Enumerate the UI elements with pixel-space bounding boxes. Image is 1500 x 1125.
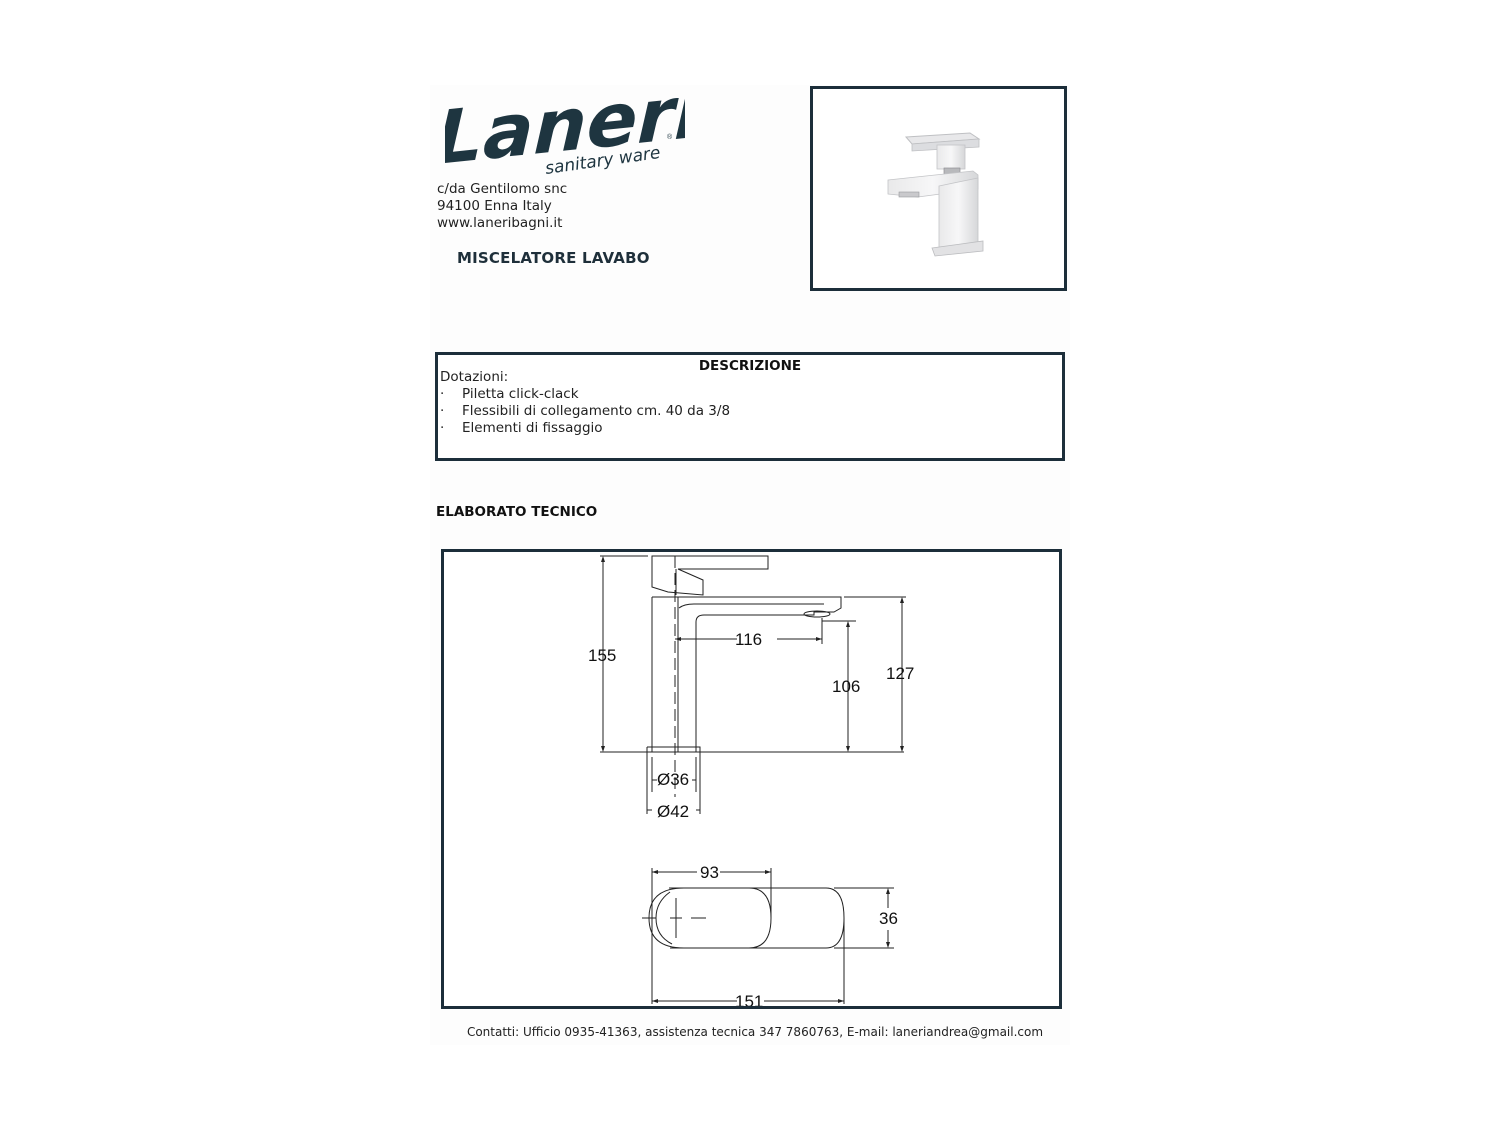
footer-contacts: Contatti: Ufficio 0935-41363, assistenza tecnica 347 7860763, E-mail: laneriandrea@gmail.com xyxy=(466,1025,1044,1039)
faucet-image xyxy=(813,89,1064,288)
svg-text:sanitary ware: sanitary ware xyxy=(543,142,662,179)
dim-overall-length: 151 xyxy=(735,992,764,1006)
dim-base-outer-diameter: Ø42 xyxy=(657,802,690,821)
list-item: · Piletta click-clack xyxy=(440,386,579,402)
dim-total-height: 155 xyxy=(588,646,617,665)
dim-outlet-height: 106 xyxy=(832,677,861,696)
address-street: c/da Gentilomo snc xyxy=(437,181,568,197)
list-item: · Flessibili di collegamento cm. 40 da 3/8 xyxy=(440,403,731,419)
product-title: MISCELATORE LAVABO xyxy=(457,249,650,267)
description-heading: DESCRIZIONE xyxy=(698,358,802,374)
technical-drawing xyxy=(444,552,1059,1006)
svg-text:®: ® xyxy=(667,134,673,141)
list-item: · Elementi di fissaggio xyxy=(440,420,603,436)
dim-spout-top-height: 127 xyxy=(886,664,915,683)
technical-drawing-frame xyxy=(441,549,1062,1009)
website-link[interactable]: www.laneribagni.it xyxy=(437,215,563,231)
dim-spout-reach: 116 xyxy=(735,630,763,649)
dim-lever-length: 93 xyxy=(700,863,719,882)
bullet-icon: · xyxy=(440,386,445,402)
bullet-icon: · xyxy=(440,420,445,436)
dim-base-inner-diameter: Ø36 xyxy=(657,770,690,789)
laneri-logo xyxy=(445,92,685,182)
bullet-icon: · xyxy=(440,403,445,419)
description-box xyxy=(435,352,1065,461)
product-photo-frame xyxy=(810,86,1067,291)
svg-text:Laneri: Laneri xyxy=(445,92,685,182)
description-intro: Dotazioni: xyxy=(440,369,509,385)
address-city: 94100 Enna Italy xyxy=(437,198,552,214)
technical-heading: ELABORATO TECNICO xyxy=(436,504,598,520)
dim-width: 36 xyxy=(879,909,898,928)
